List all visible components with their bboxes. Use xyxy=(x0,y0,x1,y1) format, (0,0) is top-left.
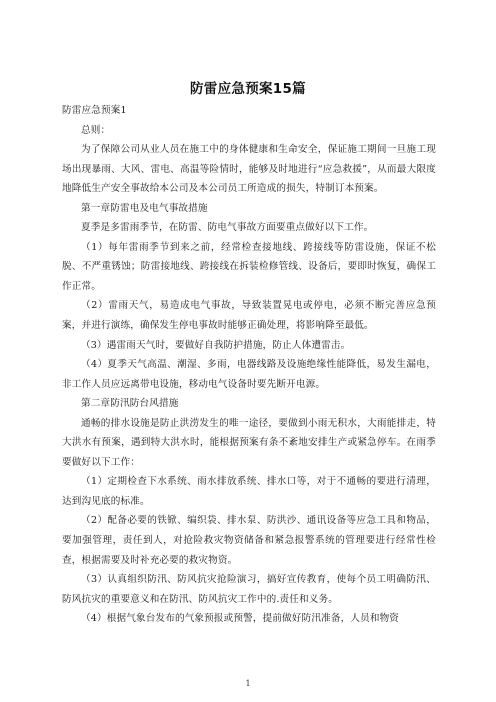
paragraph: 第二章防汛防台风措施 xyxy=(81,398,179,410)
document-body xyxy=(62,101,436,629)
paragraph: （1）定期检查下水系统、雨水排放系统、排水口等，对于不通畅的要进行清理，达到沟见底的标准。 xyxy=(62,476,436,507)
paragraph: （1）每年雷雨季节到来之前，经常检查接地线、跨接线等防雷设施，保证不松脱、不严重锈蚀；防雷接地线、跨接线在拆装检修管线、设备后，要即时恢复，确保工作正常。 xyxy=(62,241,436,292)
paragraph: （4）根据气象台发布的气象预报或预警，提前做好防汛准备，人员和物资 xyxy=(81,613,400,625)
paragraph: 防雷应急预案1 xyxy=(62,105,127,116)
paragraph: （2）配备必要的铁锨、编织袋、排水泵、防洪沙、通讯设备等应急工具和物品，要加强管理，责任到人，对抢险救灾物资储备和紧急报警系统的管理要进行经常性检查，根据需要及时补充必要的救灾物资。 xyxy=(62,515,436,566)
paragraph: （4）夏季天气高温、潮湿、多雨，电器线路及设施绝缘性能降低，易发生漏电，非工作人员应远离带电设施，移动电气设备时要先断开电源。 xyxy=(62,359,436,390)
page-number: 1 xyxy=(245,679,251,688)
paragraph: 通畅的排水设施是防止洪涝发生的唯一途径，要做到小雨无积水，大雨能排走，特大洪水有预案，遇到特大洪水时，能根据预案有条不紊地安排生产或紧急停车。在雨季要做好以下工作： xyxy=(62,417,436,468)
paragraph: （2）雷雨天气，易造成电气事故，导致装置晃电或停电，必须不断完善应急预案，并进行演练，确保发生停电事故时能够正确处理，将影响降至最低。 xyxy=(62,300,436,332)
document-title: 防雷应急预案15篇 xyxy=(190,81,306,97)
paragraph: 夏季是多雷雨季节，在防雷、防电气事故方面要重点做好以下工作。 xyxy=(81,222,374,234)
paragraph: （3）遇雷雨天气时，要做好自我防护措施，防止人体遭雷击。 xyxy=(81,339,351,351)
paragraph: （3）认真组织防汛、防风抗灾抢险演习，搞好宣传教育，使每个员工明确防汛、防风抗灾的重要意义和在防汛、防风抗灾工作中的.责任和义务。 xyxy=(62,574,436,605)
paragraph: 总则： xyxy=(81,124,111,136)
paragraph: 为了保障公司从业人员在施工中的身体健康和生命安全，保证施工期间一旦施工现场出现暴雨、大风、雷电、高温等险情时，能够及时地进行“应急救援”，从而最大限度地降低生产安全事故给本公司及本公司员工所造成的损失，特制订本预案。 xyxy=(62,144,436,195)
paragraph: 第一章防雷电及电气事故措施 xyxy=(81,202,208,214)
